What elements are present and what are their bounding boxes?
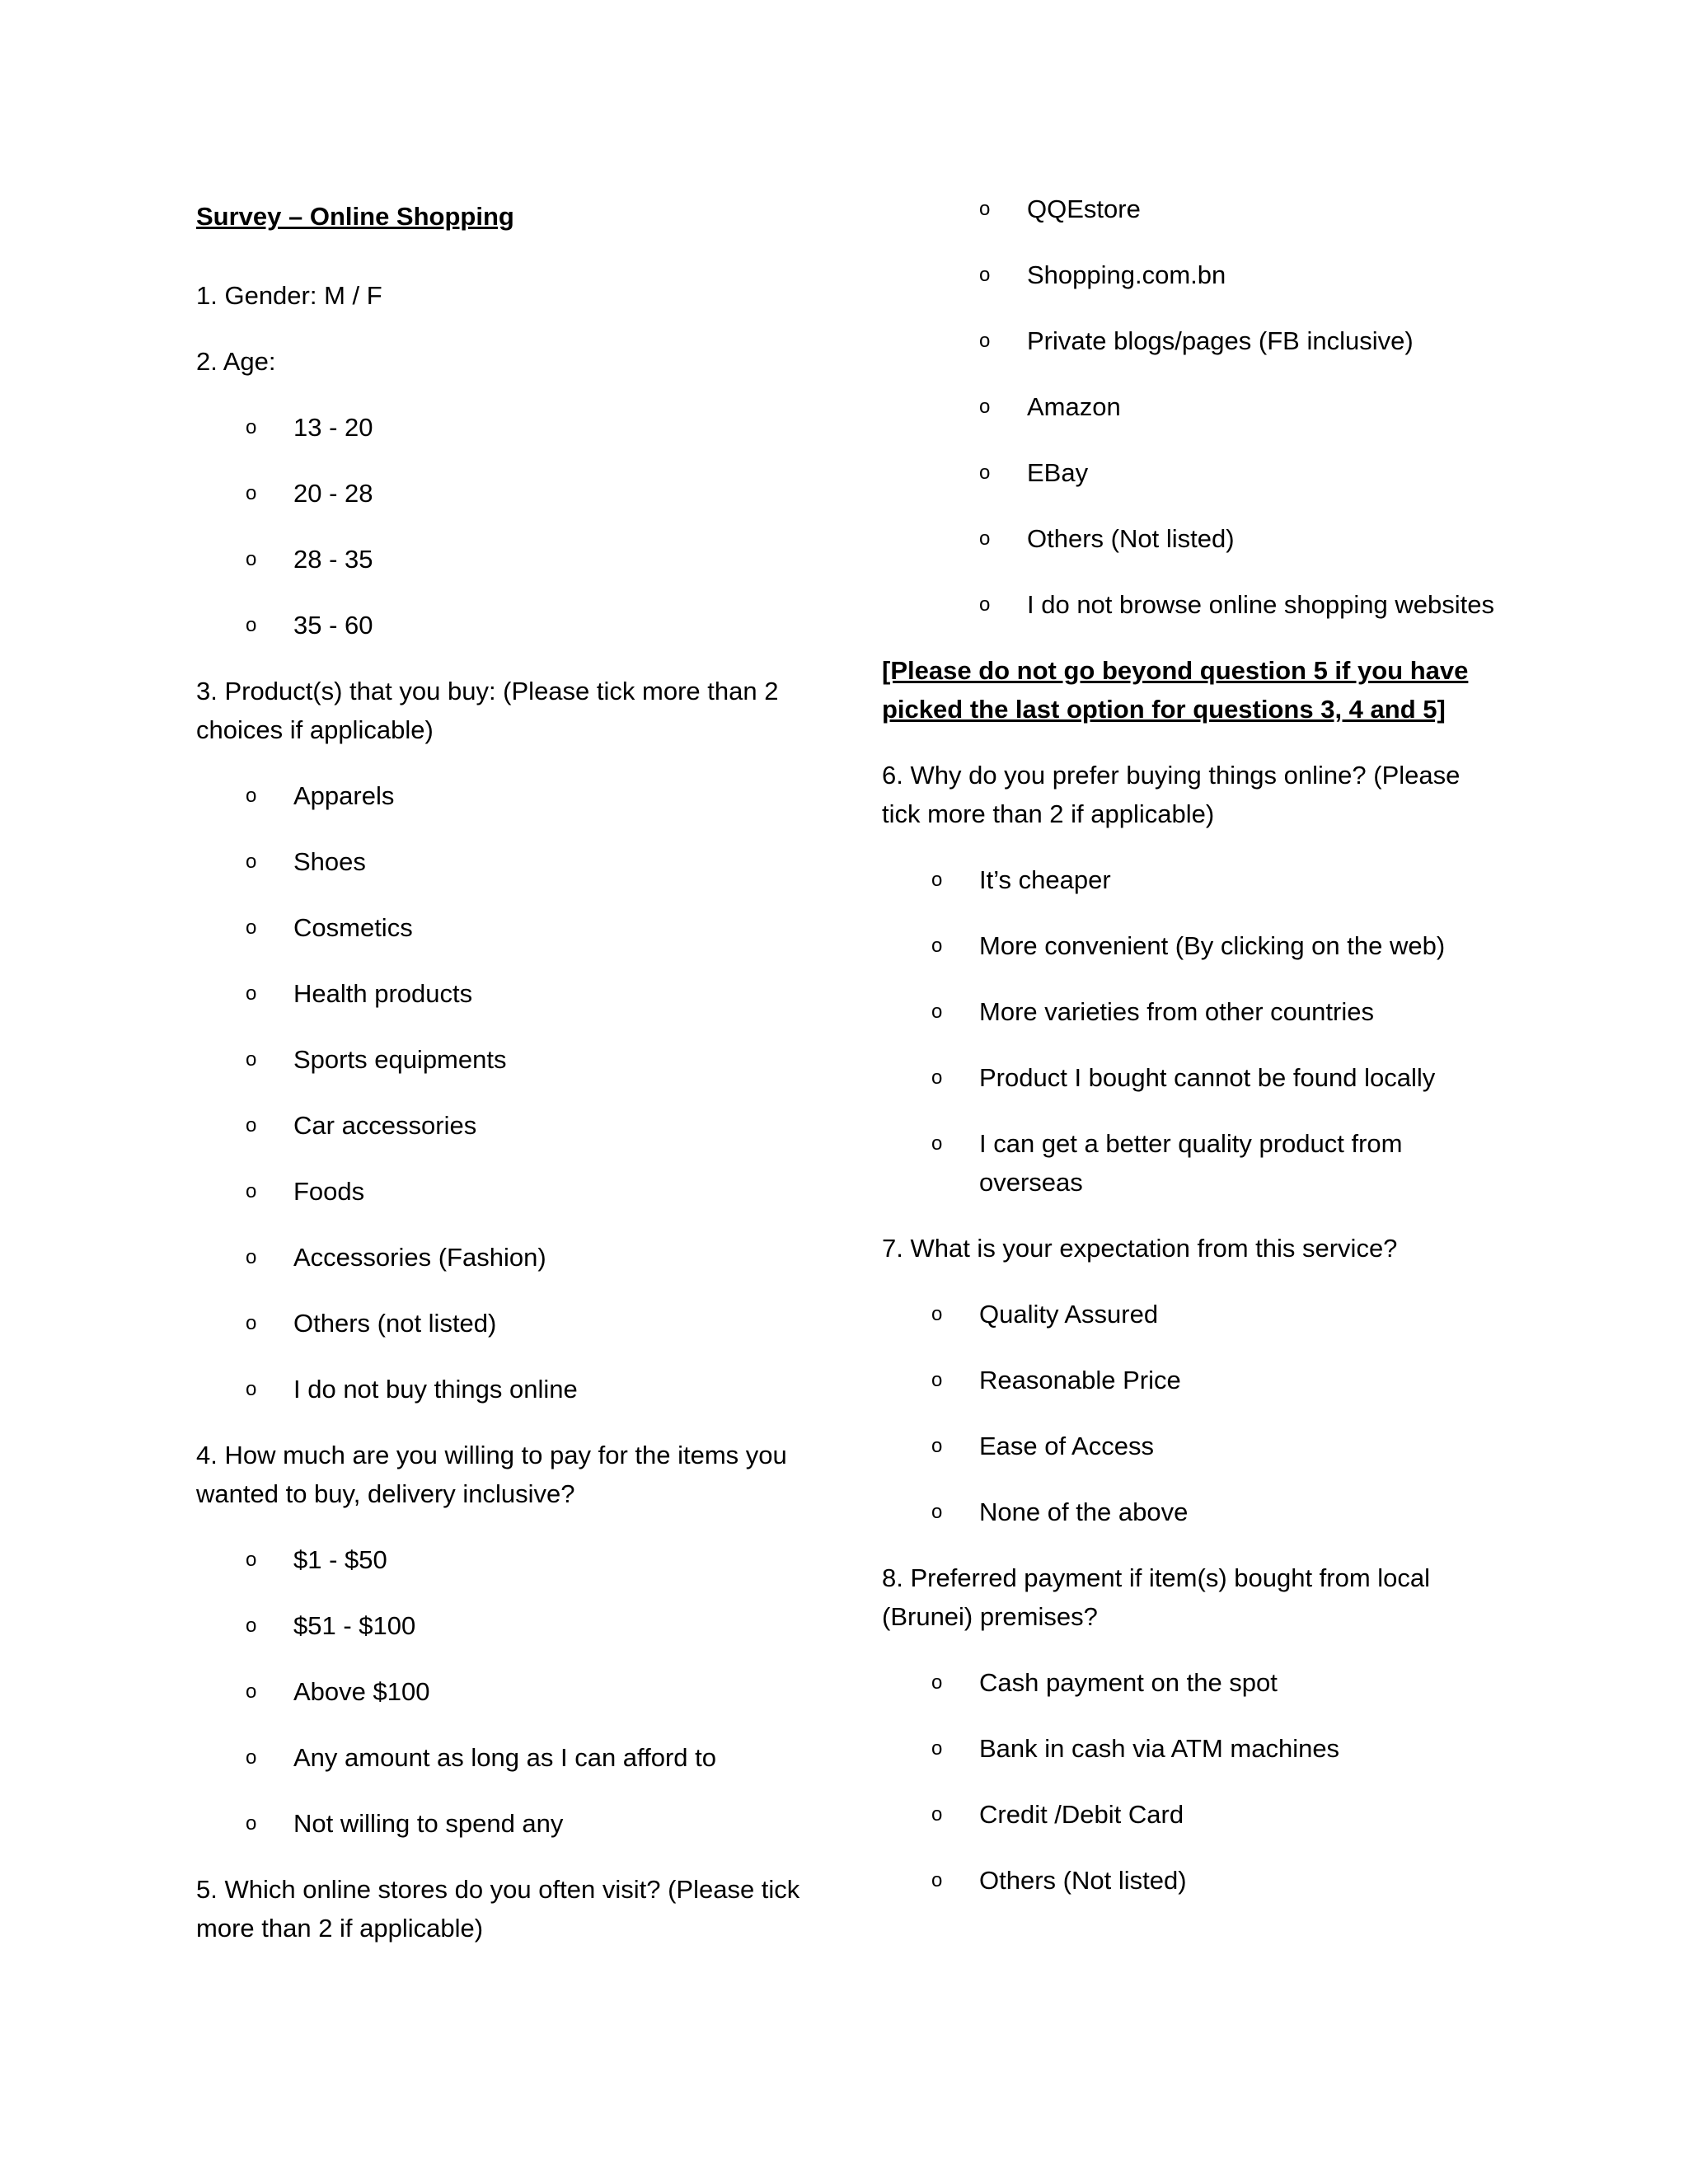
circle-bullet-icon: o [979,198,991,220]
option-item[interactable] [196,1172,810,1211]
option-label: Car accessories [293,1110,477,1140]
option-label: Bank in cash via ATM machines [979,1734,1340,1763]
option-item[interactable] [196,776,810,815]
option-item[interactable] [834,1493,1496,1531]
circle-bullet-icon: o [931,1501,943,1523]
circle-bullet-icon: o [931,1303,943,1325]
option-label: None of the above [979,1497,1189,1526]
option-label: Reasonable Price [979,1366,1181,1394]
circle-bullet-icon: o [246,1811,257,1835]
question-4-budget: 4. How much are you willing to pay for the items you wanted to buy, delivery inclusive? [196,1440,787,1508]
option-label: Private blogs/pages (FB inclusive) [1027,326,1414,355]
option-item[interactable] [834,926,1496,965]
left-column [196,198,810,1975]
circle-bullet-icon: o [931,1132,943,1155]
circle-bullet-icon: o [931,1066,943,1089]
question-5-options [882,190,1496,624]
option-item[interactable] [882,453,1496,492]
question-8-options [834,1663,1496,1900]
circle-bullet-icon: o [246,613,257,636]
option-item[interactable] [196,1304,810,1343]
option-item[interactable] [834,1058,1496,1097]
option-label: Apparels [293,780,395,810]
option-label: Others (Not listed) [1027,524,1235,553]
circle-bullet-icon: o [931,935,943,957]
option-item[interactable] [196,1672,810,1711]
option-label: Above $100 [293,1676,430,1706]
circle-bullet-icon: o [246,1245,257,1268]
option-item[interactable] [196,1106,810,1145]
option-label: It’s cheaper [979,865,1111,894]
circle-bullet-icon: o [246,1047,257,1071]
option-item[interactable] [196,474,810,513]
option-item[interactable] [196,606,810,644]
circle-bullet-icon: o [246,982,257,1005]
option-item[interactable] [834,1361,1496,1399]
option-item[interactable] [196,540,810,579]
circle-bullet-icon: o [246,784,257,807]
option-item[interactable] [196,1238,810,1277]
option-label: QQEstore [1027,194,1141,223]
circle-bullet-icon: o [931,1671,943,1694]
skip-instruction-note: [Please do not go beyond question 5 if you have picked the last option for questions 3, 4 and 5] [882,656,1469,724]
option-label: Not willing to spend any [293,1808,564,1838]
option-label: EBay [1027,458,1089,487]
option-item[interactable] [882,255,1496,294]
circle-bullet-icon: o [246,547,257,570]
option-label: Cash payment on the spot [979,1668,1278,1697]
circle-bullet-icon: o [246,1113,257,1137]
circle-bullet-icon: o [931,1737,943,1760]
option-item[interactable] [196,1606,810,1645]
option-label: Others (not listed) [293,1308,497,1338]
option-label: More convenient (By clicking on the web) [979,931,1446,960]
option-item[interactable] [196,1370,810,1408]
question-7-options [834,1295,1496,1531]
option-label: $51 - $100 [293,1610,416,1640]
circle-bullet-icon: o [931,1803,943,1825]
option-item[interactable] [882,190,1496,228]
circle-bullet-icon: o [931,1435,943,1457]
option-label: 13 - 20 [293,412,373,442]
right-column-top [882,190,1496,1927]
question-4-options [196,1540,810,1843]
circle-bullet-icon: o [246,1680,257,1703]
option-item[interactable] [834,1729,1496,1768]
option-label: Any amount as long as I can afford to [293,1742,716,1772]
option-label: Sports equipments [293,1044,507,1074]
question-3-products: 3. Product(s) that you buy: (Please tick more than 2 choices if applicable) [196,676,779,744]
circle-bullet-icon: o [246,1614,257,1637]
option-item[interactable] [834,1861,1496,1900]
question-1-gender: 1. Gender: M / F [196,280,382,310]
circle-bullet-icon: o [246,415,257,438]
question-5-stores: 5. Which online stores do you often visit? (Please tick more than 2 if applicable) [196,1874,800,1943]
circle-bullet-icon: o [931,1369,943,1391]
option-item[interactable] [196,842,810,881]
option-label: Product I bought cannot be found locally [979,1063,1436,1092]
question-2-age: 2. Age: [196,346,276,376]
option-label: Shoes [293,846,366,876]
option-item[interactable] [834,992,1496,1031]
option-item[interactable] [834,1124,1496,1202]
circle-bullet-icon: o [979,264,991,286]
question-3-options [196,776,810,1408]
option-item[interactable] [834,1295,1496,1333]
option-item[interactable] [882,321,1496,360]
option-label: Credit /Debit Card [979,1800,1184,1829]
option-label: I do not buy things online [293,1374,578,1404]
circle-bullet-icon: o [931,869,943,891]
circle-bullet-icon: o [246,1311,257,1334]
question-7-expectation: 7. What is your expectation from this service? [882,1234,1398,1263]
survey-title: Survey – Online Shopping [196,202,514,231]
circle-bullet-icon: o [246,916,257,939]
option-label: I do not browse online shopping websites [1027,590,1494,619]
option-item[interactable] [834,1663,1496,1702]
question-6-options [834,860,1496,1202]
option-item[interactable] [834,1795,1496,1834]
circle-bullet-icon: o [246,1746,257,1769]
circle-bullet-icon: o [246,850,257,873]
option-item[interactable] [196,1040,810,1079]
option-label: Foods [293,1176,365,1206]
option-label: Shopping.com.bn [1027,260,1226,289]
option-item[interactable] [196,408,810,447]
circle-bullet-icon: o [246,481,257,504]
option-item[interactable] [196,974,810,1013]
option-label: Accessories (Fashion) [293,1242,546,1272]
option-item[interactable] [882,387,1496,426]
option-item[interactable] [196,1804,810,1843]
circle-bullet-icon: o [246,1377,257,1400]
option-item[interactable] [196,908,810,947]
option-label: 28 - 35 [293,544,373,574]
option-label: I can get a better quality product from overseas [979,1129,1403,1197]
option-item[interactable] [834,860,1496,899]
option-label: Ease of Access [979,1432,1154,1460]
question-6-reasons: 6. Why do you prefer buying things online? (Please tick more than 2 if applicable) [882,761,1461,828]
option-item[interactable] [196,1540,810,1579]
circle-bullet-icon: o [979,396,991,418]
circle-bullet-icon: o [931,1001,943,1023]
option-item[interactable] [882,585,1496,624]
option-label: Others (Not listed) [979,1866,1187,1895]
option-label: Cosmetics [293,912,413,942]
circle-bullet-icon: o [979,593,991,616]
option-label: 20 - 28 [293,478,373,508]
option-item[interactable] [882,519,1496,558]
circle-bullet-icon: o [979,527,991,550]
circle-bullet-icon: o [979,330,991,352]
option-label: More varieties from other countries [979,997,1374,1026]
option-label: $1 - $50 [293,1544,387,1574]
circle-bullet-icon: o [246,1548,257,1571]
option-item[interactable] [196,1738,810,1777]
option-item[interactable] [834,1427,1496,1465]
option-label: Amazon [1027,392,1121,421]
circle-bullet-icon: o [931,1869,943,1891]
circle-bullet-icon: o [246,1179,257,1202]
option-label: Health products [293,978,473,1008]
option-label: 35 - 60 [293,610,373,640]
option-label: Quality Assured [979,1300,1159,1329]
circle-bullet-icon: o [979,462,991,484]
question-8-payment: 8. Preferred payment if item(s) bought from local (Brunei) premises? [882,1563,1431,1631]
question-2-options [196,408,810,644]
